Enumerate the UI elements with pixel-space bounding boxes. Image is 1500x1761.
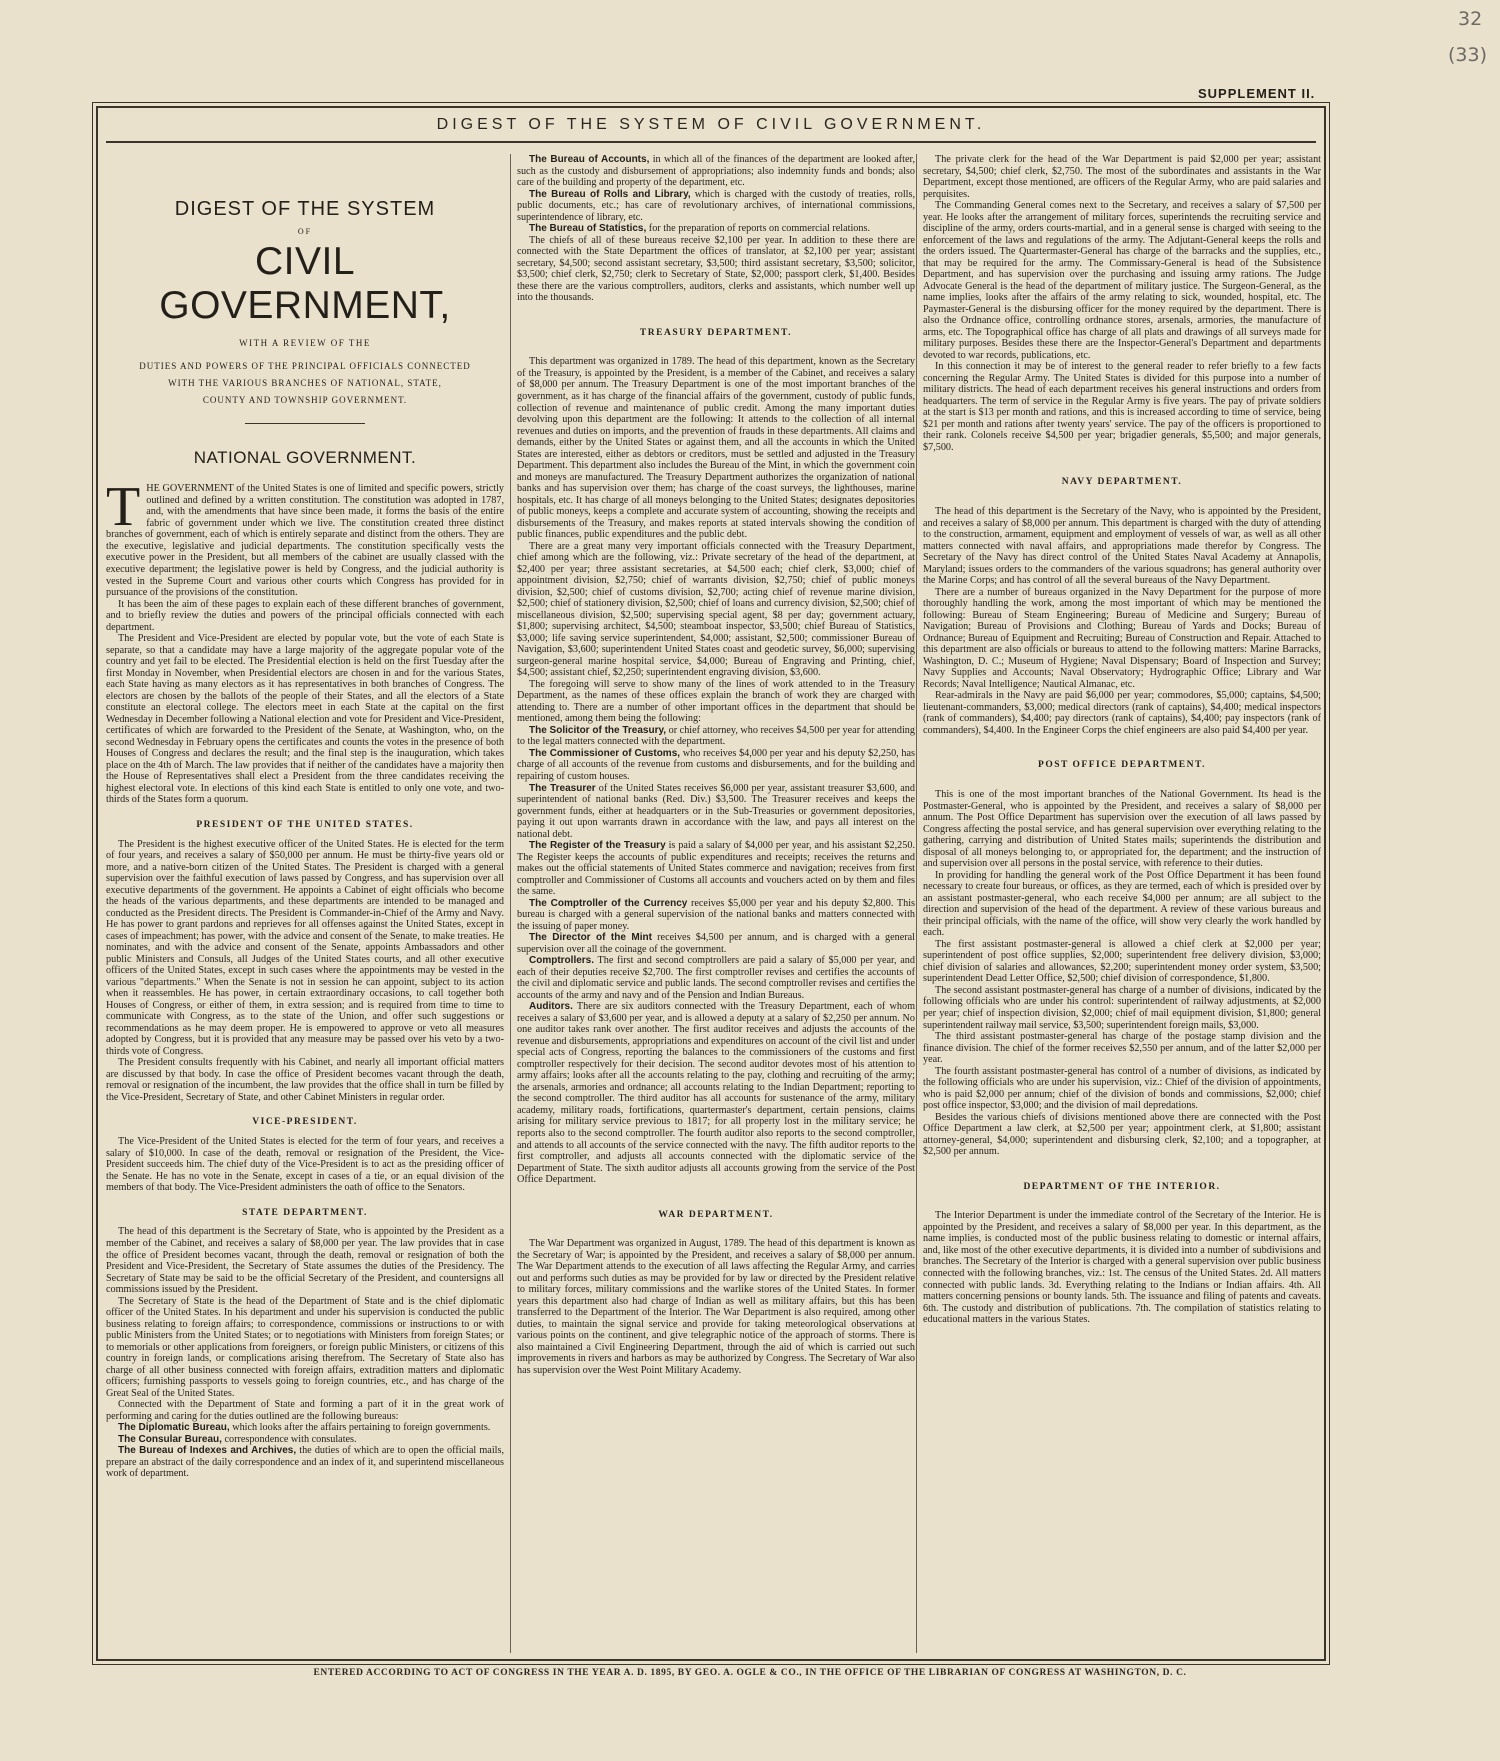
title-review: WITH A REVIEW OF THE (239, 337, 371, 348)
paragraph: This department was organized in 1789. The head of this department, known as the Secretary of the Treasury, is appointed by the President, is a member of the Cabinet, and receives a salary of $8,000 per annum. The Treasury Department is one of the most important branches of the government, as it has charge of the financial affairs of the government, custody of public funds, collection of revenue and maintenance of public credit. Among the many important duties devolving upon this department are the following: It attends to the collection of all internal revenues and duties on imports, and the prevention of frauds in these departments. All claims and demands, either by the United States or against them, and all the accounts in which the United States are interested, either as debtors or creditors, must be settled and adjusted in the Treasury Department. This department also includes the Bureau of the Mint, in which the government coin and moneys are manufactured. The Treasury Department authorizes the organization of national banks and has supervision over them; has charge of the coast surveys, the lighthouses, marine hospitals, etc. It has charge of all moneys belonging to the United States; designates depositories of public moneys, keeps a complete and accurate system of accounting, showing the receipts and disbursements of the Treasury, and makes reports at stated intervals showing the condition of public finances, public expenditures and the public debt. (517, 356, 915, 541)
paragraph: The Secretary of State is the head of the Department of State and is the chief diplomatic officer of the United States. In his department and under his supervision is conducted the public business relating to foreign affairs; to correspondence, commissions or instructions to or with public Ministers from the United States; or to negotiations with Ministers from foreign States; or to memorials or other applications from foreigners, or foreign public Ministers, or citizens of this country in foreign lands, or complications arising therefrom. The Secretary of State also has charge of all other business connected with foreign affairs, extradition matters and diplomatic officers; furnishing passports to vessels going to foreign countries, etc., and has charge of the Great Seal of the United States. (106, 1295, 504, 1399)
paragraph: The Commanding General comes next to the Secretary, and receives a salary of $7,500 per year. He looks after the arrangement of military forces, superintends the recruiting service and discipline of the army, orders courts-martial, and in a general sense is charged with seeing to the enforcement of the laws and regulations of the army. The Adjutant-General keeps the rolls and the orders issued. The Quartermaster-General has charge of the barracks and the supplies, etc., that may be required for the army. The Commissary-General is head of the Subsistence Department, and has supervision over the purchasing and issuing army rations. The Judge Advocate General is the head of the department of military justice. The Surgeon-General, as the name implies, looks after the affairs of the army relating to sick, wounded, hospital, etc. The Paymaster-General is the disbursing officer for the money required by the department. There is also the Ordnance office, controlling ordnance stores, arsenals, armories, the manufacture of arms, etc. The Topographical office has charge of all plats and drawings of all surveys made for military purposes. Besides these there are the Inspector-General's Department and departments devoted to war records, publications, etc. (923, 200, 1321, 361)
president-heading: PRESIDENT OF THE UNITED STATES. (196, 819, 414, 830)
navy-department-heading: NAVY DEPARTMENT. (1061, 477, 1183, 488)
bureau-item: The Bureau of Accounts, in which all of the finances of the department are looked after, such as the custody and disbursement of appropriations; also indemnity funds and bonds; also care of the building and property of the department, etc. (517, 154, 915, 189)
office-item: The Treasurer of the United States receives $6,000 per year, assistant treasurer $3,600, and superintendent of national banks (Red. Div.) $3,500. The Treasurer receives and keeps the government funds, either at headquarters or in the Sub-Treasuries or government depositories, paying it out upon warrants drawn in accordance with the law, and pays all interest on the national debt. (517, 782, 915, 840)
office-item: The Commissioner of Customs, who receives $4,000 per year and his deputy $2,250, has charge of all accounts of the revenue from customs and disbursements, and for the building and repairing of custom houses. (517, 747, 915, 782)
paragraph: The foregoing will serve to show many of the lines of work attended to in the Treasury Department, as the names of these offices explain the branch of work they are charged with attending to. There are a number of other important offices in the department that should be mentioned, among them being the following: (517, 678, 915, 725)
paragraph: The third assistant postmaster-general has charge of the postage stamp division and the finance division. The chief of the former receives $2,550 per annum, and of the latter $2,000 per year. (923, 1031, 1321, 1066)
paragraph: The second assistant postmaster-general has charge of a number of divisions, indicated by the following officials who are under his control: superintendent of railway adjustments, at $2,000 per year; chief of inspection division, $2,000; chief of mail equipment division, $1,800; general superintendent railway mail service, $3,500; superintendent foreign mails, $3,000. (923, 984, 1321, 1031)
paragraph: The head of this department is the Secretary of State, who is appointed by the President as a member of the Cabinet, and receives a salary of $8,000 per year. The law provides that in case the office of President becomes vacant, through the death, removal or resignation of both the President and Vice-President, the Secretary of State assumes the duties of the Presidency. The Secretary of State may be said to be the official Secretary of the President, and countersigns all commissions issued by the President. (106, 1226, 504, 1296)
interior-department-heading: DEPARTMENT OF THE INTERIOR. (1023, 1181, 1221, 1192)
header-rule (106, 141, 1316, 143)
title-main: CIVIL GOVERNMENT, (159, 239, 451, 327)
paragraph: The chiefs of all of these bureaus receive $2,100 per year. In addition to these there are connected with the State Department the offices of translator, at $2,100 per year; assistant secretary, $4,500; second assistant secretary, $3,500; third assistant secretary, $3,500; solicitor, $3,500; chief clerk, $2,750; clerk to Secretary of State, $2,000; passport clerk, $1,400. Besides these there are the various comptrollers, auditors, clerks and assistants, which number well up into the thousands. (517, 234, 915, 304)
paragraph: There are a great many very important officials connected with the Treasury Department, chief among which are the following, viz.: Private secretary of the head of the department, at $2,400 per year; three assistant secretaries, at $4,500 each; chief clerk, $3,000; chief of appointment division, $2,750; chief of warrants division, $2,750; chief of public moneys division, $2,500; chief of customs division, $2,700; acting chief of revenue marine division, $2,500; chief of stationery division, $2,500; chief of loans and currency division, $2,500; chief of miscellaneous division, $2,500; supervising special agent, $8 per day; government actuary, $1,800; supervising architect, $4,500; steamboat inspector, $3,500; chief Bureau of Statistics, $3,000; life saving service superintendent, $4,000; assistant, $2,500; commissioner Bureau of Navigation, $3,600; superintendent United States coast and geodetic survey, $6,000; supervising surgeon-general marine hospital service, $4,000; Bureau of Engraving and Printing, chief, $4,500; assistant chief, $2,250; superintendent engraving division, $3,600. (517, 540, 915, 679)
bureau-item: The Bureau of Rolls and Library, which is charged with the custody of treaties, rolls, public documents, etc.; has care of revolutionary archives, of international commissions, superintendence of library, etc. (517, 188, 915, 223)
paragraph: In this connection it may be of interest to the general reader to refer briefly to a few facts concerning the Regular Army. The United States is divided for this purpose into a number of military districts. The head of each department receives his general instructions and orders from headquarters. The term of service in the Regular Army is five years. The pay of private soldiers at the start is $13 per month and rations, and this is increased according to time of service, being $21 per month and rations after twenty years' service. The pay of the officers is proportioned to their rank. Colonels receive $4,500 per year; brigadier generals, $5,500; and major generals, $7,500. (923, 361, 1321, 453)
war-department-heading: WAR DEPARTMENT. (658, 1209, 774, 1220)
paragraph: The head of this department is the Secretary of the Navy, who is appointed by the President, and receives a salary of $8,000 per annum. This department is charged with the duty of attending to the construction, armament, equipment and employment of vessels of war, as well as all other matters connected with naval affairs, and appropriations made therefor by Congress. The Secretary of the Navy has direct control of the United States Naval Academy at Annapolis, Maryland; issues orders to the commanders of the various squadrons; has general authority over the Marine Corps; and has control of all the several bureaus of the Navy Department. (923, 506, 1321, 587)
pencil-page-number-paren: (33) (1448, 44, 1488, 66)
national-government-heading: NATIONAL GOVERNMENT. (193, 448, 417, 468)
title-rule (245, 423, 365, 424)
paragraph: The War Department was organized in August, 1789. The head of this department is known as the Secretary of War; is appointed by the President, and receives a salary of $8,000 per annum. The War Department attends to the execution of all laws affecting the Regular Army, and carries out and performs such duties as may be provided for by law or directed by the President relative to military forces, military commissions and the warlike stores of the United States. In former years this department also had charge of Indian as well as military affairs, but this has been transferred to the Department of the Interior. The War Department is also required, among other duties, to maintain the signal service and provide for taking meteorological observations at various points on the continent, and give telegraphic notice of the approach of storms. There is also maintained a Civil Engineering Department, through the aid of which is carried out such improvements in rivers and harbors as may be authorized by Congress. The Secretary of War also has supervision over the West Point Military Academy. (517, 1238, 915, 1376)
drop-cap: T (106, 476, 141, 539)
paragraph: It has been the aim of these pages to explain each of these different branches of government, and to briefly review the duties and powers of the principal officials connected with each department. (106, 598, 504, 633)
column-3 (916, 154, 1321, 1653)
paragraph: The fourth assistant postmaster-general has control of a number of divisions, as indicated by the following officials who are under his supervision, viz.: Chief of the division of appointments, who is paid $2,000 per annum; chief of the division of bonds and commissions, $2,000; chief post office inspector, $3,000; and the division of mail depredations. (923, 1065, 1321, 1112)
paragraph: There are a number of bureaus organized in the Navy Department for the purpose of more thoroughly handling the work, among the most important of which may be mentioned the following: Bureau of Steam Engineering; Bureau of Medicine and Surgery; Bureau of Navigation; Bureau of Provisions and Clothing; Bureau of Yards and Docks; Bureau of Ordnance; Bureau of Equipment and Recruiting; Bureau of Construction and Repair. Attached to this department are also officials or bureaus to attend to the following matters: Marine Barracks, Washington, D. C.; Museum of Hygiene; Naval Dispensary; Board of Inspection and Survey; Navy Supplies and Accounts; Naval Observatory; Hydrographic Office; Library and War Records; Naval Intelligence; Nautical Almanac, etc. (923, 586, 1321, 690)
title-of: OF (297, 226, 313, 236)
bureau-item: The Bureau of Indexes and Archives, the duties of which are to open the official mails, prepare an abstract of the daily correspondence and an index of it, and superintend miscellaneous work of department. (106, 1445, 504, 1480)
paragraph: The President and Vice-President are elected by popular vote, but the vote of each State is separate, so that a candidate may have a large majority of the aggregate popular vote of the country and yet fail to be elected. The Presidential election is held on the first Tuesday after the first Monday in November, when Presidential electors are chosen in and for the various States, each State having as many electors as it has representatives in both branches of Congress. The electors are chosen by the ballots of the people of their States, and all the electors of a State constitute an electoral college. The electors meet in each State at the capital on the first Wednesday in December following a National election and vote for President and Vice-President, certificates of which are forwarded to the President of the Senate, at Washington, who, on the second Wednesday in February opens the certificates and counts the votes in the presence of both Houses of Congress and declares the result; and the final step is the inauguration, which takes place on the 4th of March. The law provides that if neither of the candidates have a majority then the House of Representatives shall elect a President from the three candidates receiving the highest electoral vote. In elections of this kind each State is entitled to only one vote, and two-thirds of the States form a quorum. (106, 633, 504, 806)
office-item: The Register of the Treasury is paid a salary of $4,000 per year, and his assistant $2,250. The Register keeps the accounts of public expenditures and receipts; receives the returns and makes out the official statements of United States commerce and navigation; receives from first comptroller and Commissioner of Customs all accounts and vouchers acted on by them and files the same. (517, 840, 915, 898)
paragraph: The first assistant postmaster-general is allowed a chief clerk at $2,000 per year; superintendent of post office supplies, $2,000; superintendent free delivery division, $3,000; chief division of salaries and allowances, $2,200; superintendent money order system, $3,500; superintendent Dead Letter Office, $2,500; chief division of correspondence, $1,800. (923, 938, 1321, 985)
supplement-label: SUPPLEMENT II. (1198, 86, 1316, 101)
copyright-footer: ENTERED ACCORDING TO ACT OF CONGRESS IN THE YEAR A. D. 1895, BY GEO. A. OGLE & CO., IN THE OFFICE OF THE LIBRARIAN OF CONGRESS AT WASHINGTON, D. C. (313, 1668, 1187, 1678)
subtitle-line-2: WITH THE VARIOUS BRANCHES OF NATIONAL, STATE, (168, 378, 442, 388)
paragraph: The President is the highest executive officer of the United States. He is elected for the term of four years, and receives a salary of $50,000 per annum. He must be thirty-five years old or more, and a native-born citizen of the United States. The President is charged with a general supervision over the faithful execution of laws passed by Congress, and has supervision over all executive departments of the government. He appoints a Cabinet of eight officials who become the heads of the various departments, and these departments are intended to be managed and conducted as the President directs. The President is Commander-in-Chief of the Army and Navy. He has power to grant pardons and reprieves for all offenses against the United States, except in cases of impeachment; has power, with the advice and consent of the Senate, to make treaties. He nominates, and with the advice and consent of the Senate, appoints Ambassadors and other public Ministers and Consuls, all Judges of the United States courts, and all other executive officers of the United States, except in such cases where the appointments may be vested in the various "departments." When the Senate is not in session he can appoint, subject to its action when it reassembles. He has power, in certain extraordinary occasions, to call together both Houses of Congress, or either of them, in extra session; and is required from time to time to communicate with Congress, as to the state of the Union, and offer such suggestions or recommendations as he may deem proper. He is empowered to approve or veto all measures adopted by Congress, but it is provided that any measure may be passed over his veto by a two-thirds vote of Congress. (106, 838, 504, 1057)
subtitle-line-3: COUNTY AND TOWNSHIP GOVERNMENT. (202, 395, 408, 406)
paragraph: The President consults frequently with his Cabinet, and nearly all important official matters are discussed by that body. In case the office of President becomes vacant through the death, removal or resignation of the incumbent, the law provides that the office shall in turn be filled by the Vice-President, Secretary of State, and other Cabinet Ministers in regular order. (106, 1057, 504, 1103)
bureau-item: The Diplomatic Bureau, which looks after the affairs pertaining to foreign governments. (118, 1422, 491, 1434)
treasury-department-heading: TREASURY DEPARTMENT. (639, 327, 793, 338)
bureau-item: The Consular Bureau, correspondence with consulates. (118, 1433, 357, 1445)
paragraph: The Vice-President of the United States is elected for the term of four years, and receives a salary of $10,000. In case of the death, removal or resignation of the President, the Vice-President succeeds him. The chief duty of the Vice-President is to act as the presiding officer of the Senate. He has no vote in the Senate, except in cases of a tie, or an equal division of the members of that body. The Vice-President administers the oath of office to the Senators. (106, 1136, 504, 1194)
title-subtitle (106, 358, 504, 409)
office-item: Comptrollers. The first and second comptrollers are paid a salary of $5,000 per year, and each of their deputies receive $2,700. The first comptroller revises and certifies the accounts of the civil and diplomatic service and public lands. The second comptroller revises and certifies the accounts of the army and navy and of the Pension and Indian Bureaus. (517, 955, 915, 1001)
column-1 (106, 154, 504, 1653)
paragraph: The Interior Department is under the immediate control of the Secretary of the Interior. He is appointed by the President, and receives a salary of $8,000 per year. In this department, as the name implies, is conducted most of the public business relating to domestic or internal affairs, and, like most of the other executive departments, it is divided into a number of subdivisions and branches. The Secretary of the Interior is charged with a general supervision over public business connected with the following branches, viz.: 1st. The census of the United States. 2d. All matters connected with public lands. 3d. Everything relating to the Indians or Indian affairs. 4th. All matters concerning pensions or bounty lands. 5th. The issuance and filing of patents and caveats. 6th. The custody and distribution of publications. 7th. The compilation of statistics relating to educational matters in the various States. (923, 1210, 1321, 1326)
paragraph: Rear-admirals in the Navy are paid $6,000 per year; commodores, $5,000; captains, $4,500; lieutenant-commanders, $3,000; medical directors (rank of captains), $4,400; medical inspectors (rank of commanders), $4,400; pay directors (rank of captains), $4,400; pay inspectors (rank of commanders), $4,400. In the Engineer Corps the chief engineers are also paid $4,400 per year. (923, 690, 1321, 736)
state-department-heading: STATE DEPARTMENT. (242, 1207, 368, 1218)
office-item: Auditors. There are six auditors connected with the Treasury Department, each of whom receives a salary of $3,600 per year, and is allowed a deputy at a salary of $2,250 per annum. No one auditor takes rank over another. The first auditor receives and adjusts the accounts of the revenue and disbursements, appropriations and expenditures on account of the civil list and under special acts of Congress, reporting the balances to the commissioners of the customs and first comptroller respectively for their decision. The second auditor devotes most of his attention to army affairs; looks after all the accounts relating to the pay, clothing and recruiting of the army; the arsenals, armories and ordnance; all accounts relating to the Indian Department; reporting to the second comptroller. The third auditor has all accounts for sustenance of the army, military academy, military roads, fortifications, quartermaster's department, certain pensions, claims arising for military service previous to 1817; for all property lost in the military service; he reports also to the second comptroller. The fourth auditor also reports to the second comptroller, and attends to all accounts of the service connected with the navy. The fifth auditor reports to the first comptroller, and adjusts all accounts connected with the diplomatic service of the Department of State. The sixth auditor adjusts all accounts growing from the service of the Post Office Department. (517, 1001, 915, 1186)
running-head: DIGEST OF THE SYSTEM OF CIVIL GOVERNMENT. (436, 116, 986, 133)
paragraph: Connected with the Department of State and forming a part of it in the great work of performing and caring for the duties outlined are the following bureaus: (106, 1399, 504, 1422)
subtitle-line-1: DUTIES AND POWERS OF THE PRINCIPAL OFFICIALS CONNECTED (139, 360, 471, 371)
office-item: The Solicitor of the Treasury, or chief attorney, who receives $4,500 per year for attending to the legal matters connected with the department. (517, 724, 915, 748)
office-item: The Comptroller of the Currency receives $5,000 per year and his deputy $2,800. This bureau is charged with a general supervision of the national banks and matters connected with the issuing of paper money. (517, 897, 915, 932)
bureau-item: The Bureau of Statistics, for the preparation of reports on commercial relations. (529, 223, 871, 235)
paragraph: In providing for handling the general work of the Post Office Department it has been found necessary to create four bureaus, or offices, as they are termed, each of which is presided over by an assistant postmaster-general, who each receive $4,000 per annum; are all subject to the direction and supervision of the head of the department. A review of these various bureaus and their principal officials, with the name of the office, will show very clearly the work handled by each. (923, 869, 1321, 939)
paragraph: The private clerk for the head of the War Department is paid $2,000 per year; assistant secretary, $4,500; chief clerk, $2,750. The most of the subordinates and assistants in the War Department, except those mentioned, are officers of the Regular Army, who are paid salaries and perquisites. (923, 154, 1321, 200)
vice-president-heading: VICE-PRESIDENT. (252, 1117, 358, 1128)
paragraph: This is one of the most important branches of the National Government. Its head is the Postmaster-General, who is appointed by the President, and receives a salary of $8,000 per annum. The Post Office Department has supervision over the execution of all laws passed by Congress affecting the postal service, and has general supervision over everything relating to the gathering, carrying and distribution of United States mails; superintends the distribution and disposal of all moneys belonging to, or appropriated for, the department; and the instruction of and supervision over all persons in the postal service, with reference to their duties. (923, 789, 1321, 870)
post-office-department-heading: POST OFFICE DEPARTMENT. (1038, 760, 1206, 771)
column-2 (510, 154, 915, 1653)
office-item: The Director of the Mint receives $4,500 per annum, and is charged with a general supervision over all the coinage of the government. (517, 932, 915, 955)
page-frame (96, 106, 1326, 1661)
pencil-page-number: 32 (1458, 8, 1483, 30)
paragraph: Besides the various chiefs of divisions mentioned above there are connected with the Post Office Department a law clerk, at $2,500 per year; appointment clerk, at $1,800; assistant attorney-general, $4,000; superintendent and disbursing clerk, $2,100; and a topographer, at $2,500 per annum. (923, 1111, 1321, 1158)
title-line-1: DIGEST OF THE SYSTEM (174, 198, 436, 220)
paragraph: THE GOVERNMENT of the United States is one of limited and specific powers, strictly outlined and defined by a written constitution. The constitution was adopted in 1787, and, with the amendments that have since been made, it forms the basis of the entire fabric of government under which we live. The constitution created three distinct branches of government, each of which is entirely separate and distinct from the others. They are the executive, legislative and judicial departments. The constitution specifically vests the executive power in the President, but all members of the cabinet are usually classed with the executive department; the legislative power is held by Congress, and the judicial authority is vested in the Supreme Court and various other courts which Congress has provided for in pursuance of the provisions of the constitution. (106, 476, 504, 599)
